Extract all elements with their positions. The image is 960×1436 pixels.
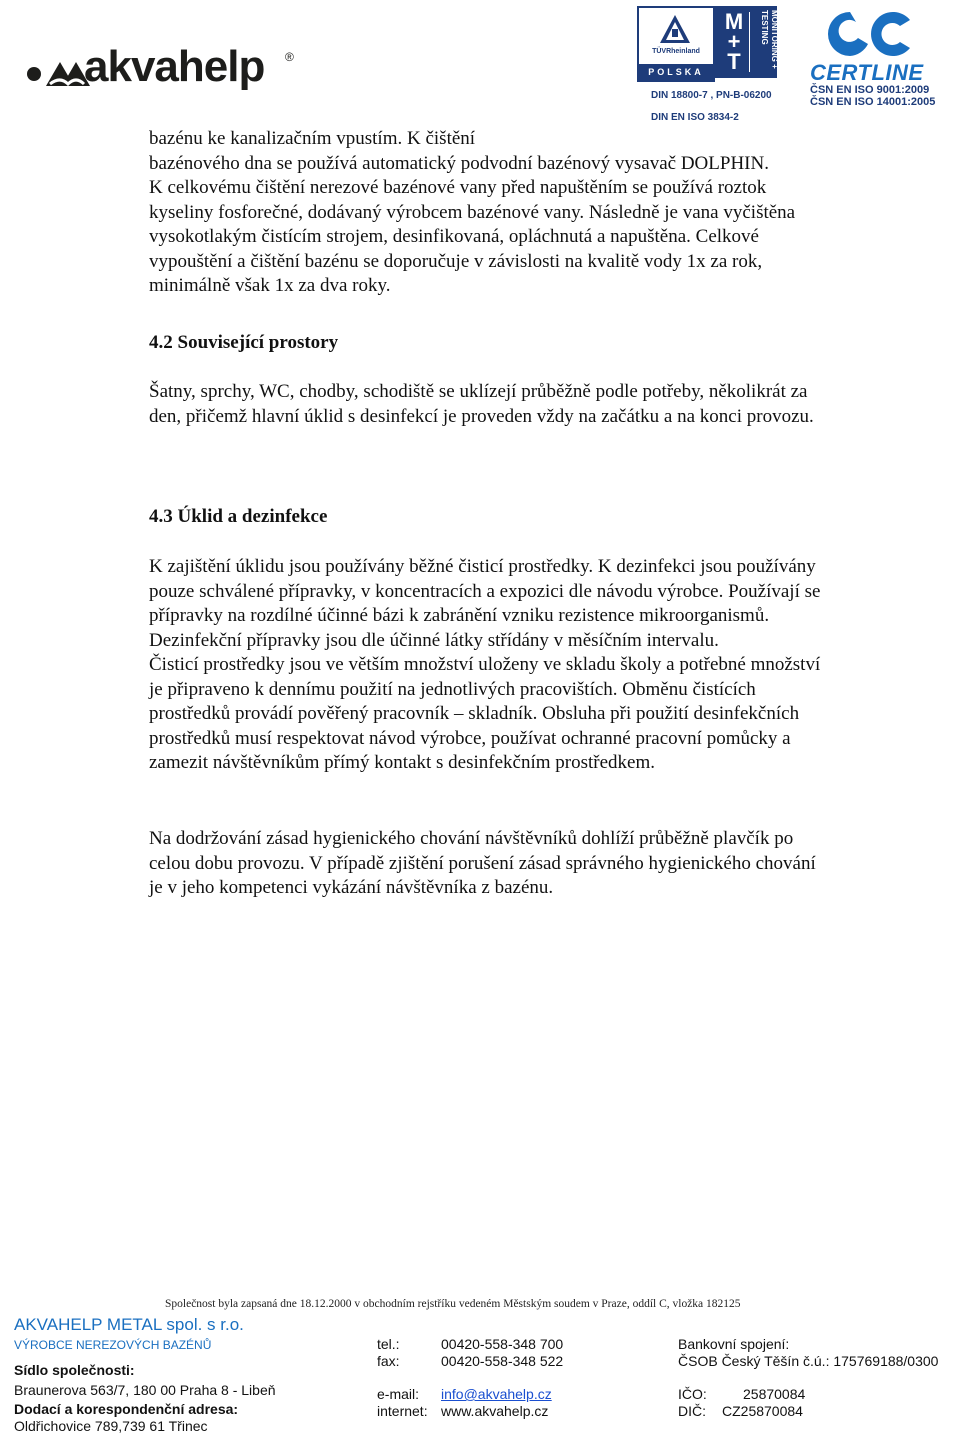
iso-14001-line: ČSN EN ISO 14001:2005 bbox=[810, 96, 936, 108]
bank-label: Bankovní spojení: bbox=[678, 1336, 790, 1352]
delivery-label: Dodací a korespondenční adresa: bbox=[14, 1401, 239, 1417]
seat-label: Sídlo společnosti: bbox=[14, 1362, 135, 1378]
internet-label: internet: bbox=[377, 1403, 428, 1419]
logo-wordmark: akvahelp bbox=[84, 42, 265, 91]
tuv-brand-text: TÜVRheinland bbox=[652, 48, 700, 55]
section-4-2-paragraph bbox=[149, 380, 929, 429]
delivery-address: Oldřichovice 789,739 61 Třinec bbox=[14, 1418, 208, 1434]
footer-company-name: AKVAHELP METAL spol. s r.o. bbox=[14, 1315, 244, 1334]
fax-label: fax: bbox=[377, 1353, 400, 1369]
intro-line: K celkovému čištění nerezové bazénové vany před napuštěním se používá roztok bbox=[149, 177, 767, 198]
intro-line: vysokotlakým čistícím strojem, desinfikovaná, opláchnutá a napuštěna. Celkové bbox=[149, 226, 759, 247]
closing-line: Na dodržování zásad hygienického chování návštěvníků dohlíží průběžně plavčík po bbox=[149, 828, 794, 849]
section-4-2-line: den, přičemž hlavní úklid s desinfekcí je proveden vždy na začátku a na konci provozu. bbox=[149, 405, 814, 427]
certline-wordmark: CERTLINE bbox=[810, 60, 924, 85]
qc-certline-logo-icon bbox=[820, 6, 914, 62]
section-4-3-heading: 4.3 Úklid a dezinfekce bbox=[149, 506, 328, 527]
email-label: e-mail: bbox=[377, 1386, 420, 1402]
intro-line: bazénu ke kanalizačním vpustím. K čištění bbox=[149, 128, 476, 149]
bank-value: ČSOB Český Těšín č.ú.: 175769188/0300 bbox=[678, 1353, 939, 1369]
section-4-3-paragraph bbox=[149, 555, 929, 776]
email-link[interactable]: info@akvahelp.cz bbox=[441, 1386, 552, 1402]
mt-side-text: MONITORING + TESTING bbox=[760, 10, 779, 69]
cert-din-line-2: DIN EN ISO 3834-2 bbox=[651, 112, 739, 123]
tel-value: 00420-558-348 700 bbox=[441, 1336, 564, 1352]
section-4-2-heading: 4.2 Související prostory bbox=[149, 332, 339, 353]
intro-line: bazénového dna se používá automatický podvodní bazénový vysavač DOLPHIN. bbox=[149, 152, 769, 174]
dic-value: CZ25870084 bbox=[722, 1403, 803, 1419]
section-4-3-line: pouze schválené přípravky, v koncentracích a expozici dle návodu výrobce. Používají se bbox=[149, 580, 821, 602]
section-4-3-line: prostředků provádí pověřený pracovník – skladník. Obsluha při použití desinfekčních bbox=[149, 703, 800, 724]
mt-divider bbox=[749, 12, 750, 72]
section-4-3-line: Čisticí prostředky jsou ve větším množství uloženy ve skladu školy a potřebné množství bbox=[149, 654, 821, 675]
footer-company-tagline: VÝROBCE NEREZOVÝCH BAZÉNŮ bbox=[14, 1338, 212, 1352]
tel-label: tel.: bbox=[377, 1336, 400, 1352]
section-4-3-line: je připraveno k dennímu použití na jednotlivých pracovištích. Obměnu čistících bbox=[149, 678, 756, 700]
closing-line: celou dobu provozu. V případě zjištění porušení zásad správného hygienického chování bbox=[149, 852, 816, 874]
registration-line: Společnost byla zapsaná dne 18.12.2000 v obchodním rejstříku vedeném Městským soudem v Praze, oddíl C, vložka 182125 bbox=[165, 1298, 741, 1310]
ico-label: IČO: bbox=[678, 1386, 707, 1402]
iso-9001-line: ČSN EN ISO 9001:2009 bbox=[810, 84, 930, 96]
logo-registered-mark: ® bbox=[285, 50, 294, 64]
tuv-rheinland-badge bbox=[637, 6, 715, 82]
mt-monitoring-badge bbox=[715, 6, 777, 78]
cert-din-line-1: DIN 18800-7 , PN-B-06200 bbox=[651, 90, 772, 101]
section-4-3-line: prostředků musí respektovat návod výrobce, používat ochranné pracovní pomůcky a bbox=[149, 727, 791, 749]
ico-value: 25870084 bbox=[743, 1386, 806, 1402]
section-4-2-line: Šatny, sprchy, WC, chodby, schodiště se uklízejí průběžně podle potřeby, několikrát za bbox=[149, 381, 808, 402]
mt-letter-t: T bbox=[727, 49, 741, 74]
seat-address: Braunerova 563/7, 180 00 Praha 8 - Libeň bbox=[14, 1382, 276, 1398]
section-4-3-line: K zajištění úklidu jsou používány běžné čisticí prostředky. K dezinfekci jsou používány bbox=[149, 556, 816, 577]
dic-label: DIČ: bbox=[678, 1403, 706, 1419]
intro-line: kyseliny fosforečné, dodávaný výrobcem bazénové vany. Následně je vana vyčištěna bbox=[149, 201, 796, 223]
section-4-3-line: Dezinfekční přípravky jsou dle účinné látky střídány v měsíčním intervalu. bbox=[149, 629, 719, 651]
tuv-triangle-icon bbox=[659, 14, 691, 44]
closing-line: je v jeho kompetenci vykázání návštěvníka z bazénu. bbox=[149, 877, 554, 898]
intro-line: vypouštění a čištění bazénu se doporučuje v závislosti na kvalitě vody 1x za rok, bbox=[149, 250, 763, 272]
fax-value: 00420-558-348 522 bbox=[441, 1353, 564, 1369]
section-4-3-line: přípravky na rozdílné účinné bázi k zabránění vzniku rezistence mikroorganismů. bbox=[149, 605, 770, 626]
intro-paragraph bbox=[149, 127, 929, 299]
section-4-3-line: zamezit návštěvníkům přímý kontakt s desinfekčním prostředkem. bbox=[149, 752, 656, 773]
mt-letter-plus: + bbox=[727, 29, 741, 54]
mt-letters bbox=[721, 9, 747, 74]
intro-line: minimálně však 1x za dva roky. bbox=[149, 275, 391, 296]
internet-value: www.akvahelp.cz bbox=[441, 1403, 549, 1419]
tuv-country-text: POLSKA bbox=[639, 64, 713, 80]
closing-paragraph bbox=[149, 827, 929, 901]
mt-letter-m: M bbox=[724, 9, 744, 34]
